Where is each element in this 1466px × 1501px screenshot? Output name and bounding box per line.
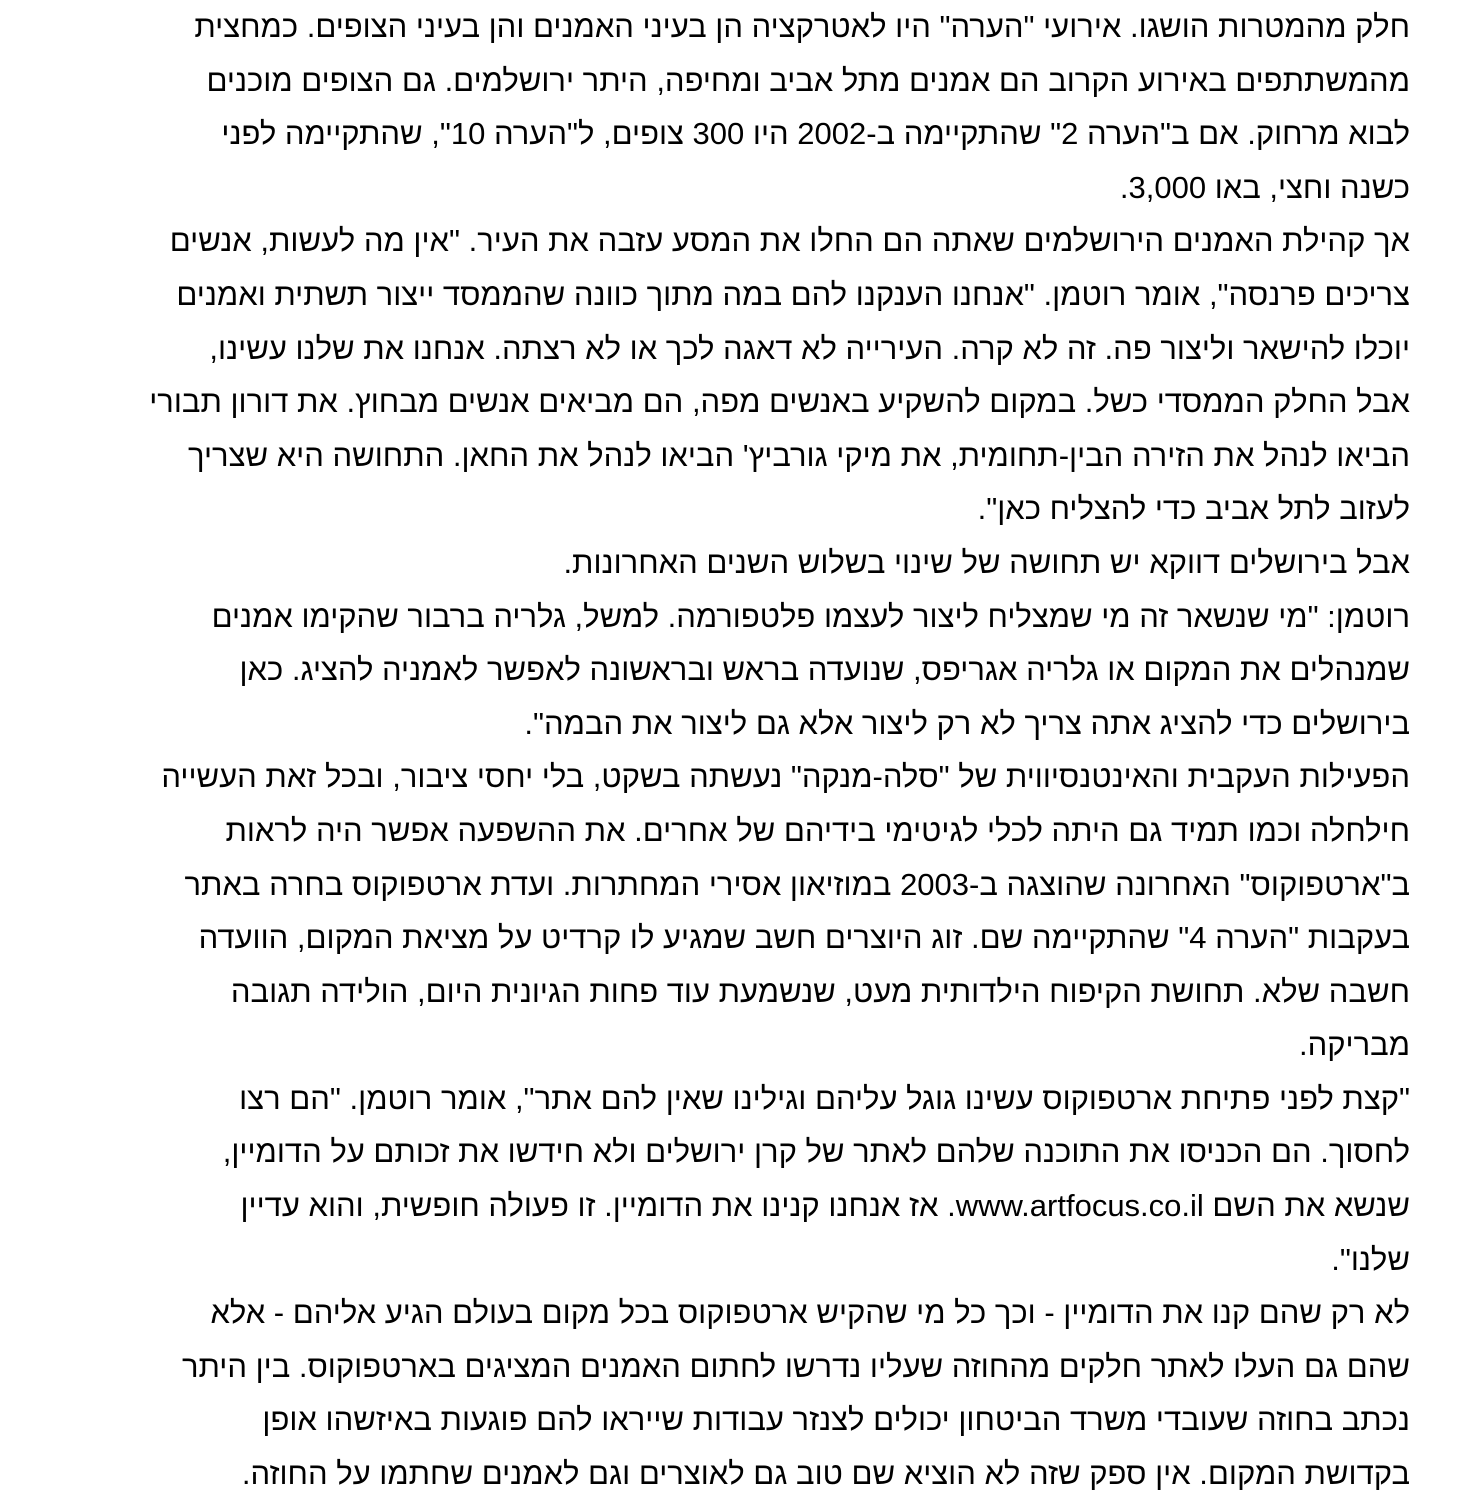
text-line: שהם גם העלו לאתר חלקים מהחוזה שעליו נדרשו לחתום האמנים המציגים בארטפוקוס. בין היתר xyxy=(181,1348,1410,1384)
text-line: רוטמן: "מי שנשאר זה מי שמצליח ליצור לעצמו פלטפורמה. למשל, גלריה ברבור שהקימו אמנים xyxy=(211,598,1410,634)
text-line: נכתב בחוזה שעובדי משרד הביטחון יכולים לצנזר עבודות שייראו להם פוגעות באיזשהו אופן xyxy=(262,1402,1410,1438)
text-line: מבריקה. xyxy=(1299,1027,1410,1063)
text-line: שלנו". xyxy=(1331,1241,1410,1277)
text-line: אבל החלק הממסדי כשל. במקום להשקיע באנשים מפה, הם מביאים אנשים מבחוץ. את דורון תבורי xyxy=(149,384,1410,420)
text-line: בעקבות "הערה 4" שהתקיימה שם. זוג היוצרים חשב שמגיע לו קרדיט על מציאת המקום, הוועדה xyxy=(198,920,1410,956)
text-line: יוכלו להישאר וליצור פה. זה לא קרה. העירייה לא דאגה לכך או לא רצתה. אנחנו את שלנו עשינו, xyxy=(209,330,1410,366)
text-line: צריכים פרנסה", אומר רוטמן. "אנחנו הענקנו להם במה מתוך כוונה שהממסד ייצור תשתית ואמנים xyxy=(176,276,1410,312)
text-line: לבוא מרחוק. אם ב"הערה 2" שהתקיימה ב-2002 היו 300 צופים, ל"הערה 10", שהתקיימה לפני xyxy=(221,116,1410,152)
text-line: כשנה וחצי, באו 3,000. xyxy=(1119,169,1410,205)
text-line: אבל בירושלים דווקא יש תחושה של שינוי בשלוש השנים האחרונות. xyxy=(563,544,1410,580)
text-line: ב"ארטפוקוס" האחרונה שהוצגה ב-2003 במוזיאון אסירי המחתרות. ועדת ארטפוקוס בחרה באתר xyxy=(184,866,1410,902)
article-body xyxy=(56,0,1410,1501)
paragraph-contract xyxy=(56,1286,1410,1500)
paragraph-artfocus-influence xyxy=(56,750,1410,1072)
text-line: אך קהילת האמנים הירושלמים שאתה הם החלו את המסע עזבה את העיר. "אין מה לעשות, אנשים xyxy=(169,223,1410,259)
text-line: בקדושת המקום. אין ספק שזה לא הוציא שם טוב גם לאוצרים וגם לאמנים שחתמו על החוזה. xyxy=(241,1456,1410,1492)
text-line: חלק מהמטרות הושגו. אירועי "הערה" היו לאטרקציה הן בעיני האמנים והן בעיני הצופים. כמחצית xyxy=(194,9,1410,44)
text-line: "קצת לפני פתיחת ארטפוקוס עשינו גוגל עליהם וגילינו שאין להם אתר", אומר רוטמן. "הם רצו xyxy=(239,1080,1410,1116)
text-line: בירושלים כדי להציג אתה צריך לא רק ליצור אלא גם ליצור את הבמה". xyxy=(524,705,1410,741)
paragraph-domain-quote xyxy=(56,1072,1410,1286)
text-line: לא רק שהם קנו את הדומיין - וכך כל מי שהקיש ארטפוקוס בכל מקום בעולם הגיע אליהם - אלא xyxy=(210,1295,1410,1331)
text-line: שנשא את השם www.artfocus.co.il. אז אנחנו קנינו את הדומיין. זו פעולה חופשית, והוא עדיין xyxy=(240,1188,1410,1224)
paragraph-audience-growth xyxy=(56,0,1410,214)
paragraph-platform-quote xyxy=(56,590,1410,751)
text-line: הביאו לנהל את הזירה הבין-תחומית, את מיקי גורביץ' הביאו לנהל את החאן. התחושה היא שצריך xyxy=(188,437,1410,473)
paragraph-change xyxy=(56,536,1410,590)
text-line: הפעילות העקבית והאינטנסיווית של "סלה-מנקה" נעשתה בשקט, בלי יחסי ציבור, ובכל זאת העשייה xyxy=(161,759,1410,795)
paragraph-artists-left xyxy=(56,214,1410,536)
text-line: מהמשתתפים באירוע הקרוב הם אמנים מתל אביב ומחיפה, היתר ירושלמים. גם הצופים מוכנים xyxy=(206,62,1410,98)
text-line: חילחלה וכמו תמיד גם היתה לכלי לגיטימי בידיהם של אחרים. את ההשפעה אפשר היה לראות xyxy=(225,812,1410,848)
text-line: שמנהלים את המקום או גלריה אגריפס, שנועדה בראש ובראשונה לאפשר לאמניה להציג. כאן xyxy=(239,652,1410,688)
text-line: לעזוב לתל אביב כדי להצליח כאן". xyxy=(977,491,1410,527)
text-line: חשבה שלא. תחושת הקיפוח הילדותית מעט, שנשמעת עוד פחות הגיונית היום, הולידה תגובה xyxy=(230,973,1410,1009)
text-line: לחסוך. הם הכניסו את התוכנה שלהם לאתר של קרן ירושלים ולא חידשו את זכותם על הדומיין, xyxy=(222,1134,1410,1170)
